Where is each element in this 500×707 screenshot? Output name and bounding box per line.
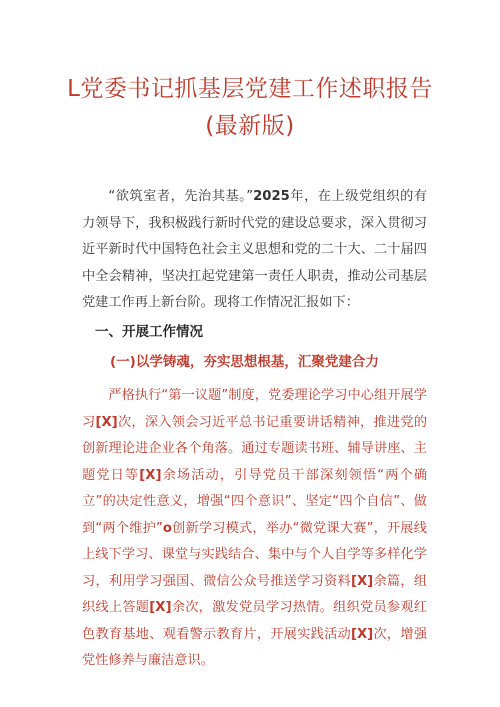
paragraph-text: 余篇，组织线上答题 (82, 573, 428, 615)
placeholder-count: [X] (149, 600, 172, 615)
paragraph-text: 余次，激发党员学习热情。组织党员参观红色教育基地、观看警示教育片，开展实践活动 (82, 600, 428, 642)
paragraph-text: 严格执行“第一议题”制度，党委理论学习中心组开展学习 (82, 388, 427, 430)
placeholder-count: [X] (95, 414, 118, 430)
intro-text: 年，在上级党组织的有力领导下，我积极践行新时代党的建设总要求，深入贯彻习近平新时代中国特色社会主义思想和党的二十大、二十届四中全会精神，坚决扛起党建第一责任人职责，推动公司基层党建工作再上新台阶。现将工作情况汇报如下： (82, 189, 427, 310)
paragraph-text: 创新学习模式，举办“微党课大赛”，开展线上线下学习、课堂与实践结合、集中与个人自学等多样化学习，利用学习强国、微信公众号推送学习资料 (82, 520, 427, 589)
stray-mark: o (162, 520, 172, 536)
report-subtitle: (最新版) (205, 113, 295, 139)
subsection-heading: (一)以学铸魂，夯实思想根基，汇聚党建合力 (110, 354, 379, 370)
intro-quote: “欲筑室者，先治其基。” (108, 189, 254, 204)
report-title: L党委书记抓基层党建工作述职报告 (67, 76, 433, 102)
placeholder-count: [X] (350, 626, 374, 642)
placeholder-count: [X] (350, 573, 374, 589)
paragraph-text: 余场活动，引导党员干部深刻领悟“两个确立”的决定性意义，增强“四个意识”、坚定“四个自信”、做到“两个维护” (82, 467, 428, 536)
paragraph-text: 次，深入领会习近平总书记重要讲话精神，推进党的创新理论进企业各个角落。通过专题读书班、辅导讲座、主题党日等 (82, 414, 428, 483)
intro-year: 2025 (253, 189, 290, 204)
placeholder-count: [X] (139, 467, 162, 483)
paragraph-text: 次，增强党性修养与廉洁意识。 (82, 626, 428, 668)
section-paragraph (82, 383, 427, 675)
section-heading: 一、开展工作情况 (95, 324, 203, 340)
intro-paragraph (82, 184, 427, 317)
